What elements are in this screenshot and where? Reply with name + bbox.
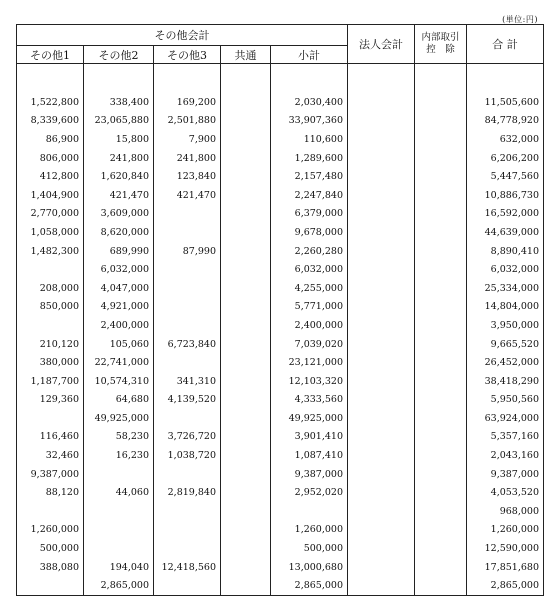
- cell-subtotal: 4,333,560: [271, 391, 348, 410]
- cell-total: 3,950,000: [467, 316, 544, 335]
- cell-other2: [84, 521, 154, 540]
- table-row: [17, 539, 544, 558]
- table-row: [17, 93, 544, 112]
- cell-total: 5,357,160: [467, 428, 544, 447]
- table-row: [17, 130, 544, 149]
- table-row: [17, 465, 544, 484]
- table-row: [17, 428, 544, 447]
- cell-elimination: [415, 428, 467, 447]
- table-row: [17, 335, 544, 354]
- cell-total: 11,505,600: [467, 93, 544, 112]
- cell-total: 10,886,730: [467, 186, 544, 205]
- table-row: [17, 149, 544, 168]
- cell-subtotal: 13,000,680: [271, 558, 348, 577]
- cell-other2: 6,032,000: [84, 260, 154, 279]
- cell-other3: [154, 316, 221, 335]
- cell-common: [221, 428, 271, 447]
- table-row: [17, 446, 544, 465]
- cell-other2: 2,865,000: [84, 576, 154, 595]
- cell-elimination: [415, 539, 467, 558]
- cell-other3: 241,800: [154, 149, 221, 168]
- cell-corporate: [348, 409, 415, 428]
- cell-common: [221, 521, 271, 540]
- cell-subtotal: 1,289,600: [271, 149, 348, 168]
- cell-common: [221, 465, 271, 484]
- cell-subtotal: 23,121,000: [271, 353, 348, 372]
- table-row: [17, 167, 544, 186]
- cell-other1: 129,360: [17, 391, 84, 410]
- cell-total: 2,865,000: [467, 576, 544, 595]
- header-col-other1: その他1: [17, 46, 84, 64]
- cell-corporate: [348, 502, 415, 521]
- header-elimination-line2: 控 除: [426, 44, 455, 55]
- cell-other2: 58,230: [84, 428, 154, 447]
- cell-other1: 1,482,300: [17, 242, 84, 261]
- cell-other3: [154, 205, 221, 224]
- cell-other2: 1,620,840: [84, 167, 154, 186]
- cell-subtotal: 2,030,400: [271, 93, 348, 112]
- cell-common: [221, 372, 271, 391]
- cell-total: 44,639,000: [467, 223, 544, 242]
- cell-other2: 49,925,000: [84, 409, 154, 428]
- cell-total: 17,851,680: [467, 558, 544, 577]
- cell-elimination: [415, 372, 467, 391]
- cell-corporate: [348, 167, 415, 186]
- cell-other1: 500,000: [17, 539, 84, 558]
- table-row: [17, 372, 544, 391]
- cell-other3: 7,900: [154, 130, 221, 149]
- cell-elimination: [415, 279, 467, 298]
- cell-elimination: [415, 335, 467, 354]
- cell-corporate: [348, 391, 415, 410]
- cell-common: [221, 576, 271, 595]
- cell-other3: 1,038,720: [154, 446, 221, 465]
- cell-common: [221, 149, 271, 168]
- cell-other3: [154, 502, 221, 521]
- header-col-common: 共通: [221, 46, 271, 64]
- financial-table: [16, 24, 544, 596]
- cell-other2: [84, 465, 154, 484]
- table-spacer-row: [17, 64, 544, 94]
- cell-total: 5,950,560: [467, 391, 544, 410]
- cell-subtotal: 12,103,320: [271, 372, 348, 391]
- cell-subtotal: 9,678,000: [271, 223, 348, 242]
- cell-other2: [84, 539, 154, 558]
- cell-common: [221, 446, 271, 465]
- cell-other3: 12,418,560: [154, 558, 221, 577]
- table-row: [17, 502, 544, 521]
- cell-other1: 9,387,000: [17, 465, 84, 484]
- cell-subtotal: 3,901,410: [271, 428, 348, 447]
- table-row: [17, 409, 544, 428]
- cell-other1: 32,460: [17, 446, 84, 465]
- cell-other3: 3,726,720: [154, 428, 221, 447]
- cell-corporate: [348, 260, 415, 279]
- cell-common: [221, 167, 271, 186]
- cell-elimination: [415, 167, 467, 186]
- cell-other2: 241,800: [84, 149, 154, 168]
- cell-total: 1,260,000: [467, 521, 544, 540]
- cell-other3: 87,990: [154, 242, 221, 261]
- cell-other2: 3,609,000: [84, 205, 154, 224]
- cell-corporate: [348, 539, 415, 558]
- header-elimination-line1: 内部取引: [421, 32, 460, 43]
- cell-corporate: [348, 205, 415, 224]
- table-row: [17, 112, 544, 131]
- cell-corporate: [348, 242, 415, 261]
- cell-other3: [154, 260, 221, 279]
- cell-corporate: [348, 316, 415, 335]
- cell-elimination: [415, 223, 467, 242]
- cell-common: [221, 242, 271, 261]
- cell-other2: 4,921,000: [84, 298, 154, 317]
- cell-other1: [17, 409, 84, 428]
- table-row: [17, 260, 544, 279]
- cell-total: 9,387,000: [467, 465, 544, 484]
- cell-other1: 850,000: [17, 298, 84, 317]
- header-col-subtotal: 小計: [271, 46, 348, 64]
- header-total: 合 計: [467, 25, 544, 64]
- table-row: [17, 483, 544, 502]
- header-elimination: [415, 25, 467, 64]
- cell-other2: [84, 502, 154, 521]
- cell-other3: [154, 223, 221, 242]
- cell-common: [221, 539, 271, 558]
- cell-other1: 1,522,800: [17, 93, 84, 112]
- cell-subtotal: 7,039,020: [271, 335, 348, 354]
- cell-total: 63,924,000: [467, 409, 544, 428]
- cell-total: 6,206,200: [467, 149, 544, 168]
- table-row: [17, 298, 544, 317]
- cell-common: [221, 223, 271, 242]
- cell-common: [221, 93, 271, 112]
- cell-total: 25,334,000: [467, 279, 544, 298]
- cell-other2: 689,990: [84, 242, 154, 261]
- cell-elimination: [415, 502, 467, 521]
- cell-corporate: [348, 223, 415, 242]
- cell-common: [221, 260, 271, 279]
- cell-other3: 6,723,840: [154, 335, 221, 354]
- cell-corporate: [348, 186, 415, 205]
- cell-corporate: [348, 298, 415, 317]
- cell-subtotal: 6,032,000: [271, 260, 348, 279]
- cell-other1: 1,058,000: [17, 223, 84, 242]
- table-row: [17, 186, 544, 205]
- cell-subtotal: 2,865,000: [271, 576, 348, 595]
- cell-other1: 1,260,000: [17, 521, 84, 540]
- cell-other1: 8,339,600: [17, 112, 84, 131]
- cell-elimination: [415, 130, 467, 149]
- cell-subtotal: 1,087,410: [271, 446, 348, 465]
- table-row: [17, 242, 544, 261]
- cell-other1: 208,000: [17, 279, 84, 298]
- cell-other1: 388,080: [17, 558, 84, 577]
- cell-other3: [154, 576, 221, 595]
- cell-total: 12,590,000: [467, 539, 544, 558]
- table-row: [17, 279, 544, 298]
- cell-common: [221, 353, 271, 372]
- cell-other2: 338,400: [84, 93, 154, 112]
- cell-other1: 1,404,900: [17, 186, 84, 205]
- cell-other1: 88,120: [17, 483, 84, 502]
- cell-elimination: [415, 465, 467, 484]
- cell-other3: [154, 465, 221, 484]
- cell-elimination: [415, 446, 467, 465]
- cell-common: [221, 391, 271, 410]
- cell-corporate: [348, 483, 415, 502]
- cell-elimination: [415, 409, 467, 428]
- cell-subtotal: 49,925,000: [271, 409, 348, 428]
- table-row: [17, 353, 544, 372]
- cell-subtotal: 4,255,000: [271, 279, 348, 298]
- cell-common: [221, 316, 271, 335]
- cell-other3: 169,200: [154, 93, 221, 112]
- cell-subtotal: 500,000: [271, 539, 348, 558]
- table-row: [17, 316, 544, 335]
- cell-other2: 194,040: [84, 558, 154, 577]
- cell-corporate: [348, 372, 415, 391]
- cell-subtotal: 2,400,000: [271, 316, 348, 335]
- cell-subtotal: 9,387,000: [271, 465, 348, 484]
- cell-other3: 341,310: [154, 372, 221, 391]
- cell-other1: [17, 502, 84, 521]
- cell-other3: [154, 353, 221, 372]
- cell-elimination: [415, 316, 467, 335]
- cell-corporate: [348, 279, 415, 298]
- cell-common: [221, 279, 271, 298]
- cell-elimination: [415, 186, 467, 205]
- cell-elimination: [415, 483, 467, 502]
- cell-elimination: [415, 521, 467, 540]
- cell-corporate: [348, 521, 415, 540]
- cell-total: 4,053,520: [467, 483, 544, 502]
- cell-elimination: [415, 93, 467, 112]
- header-other-accounts: その他会計: [17, 25, 348, 46]
- table-row: [17, 223, 544, 242]
- cell-corporate: [348, 335, 415, 354]
- cell-elimination: [415, 205, 467, 224]
- cell-other2: 105,060: [84, 335, 154, 354]
- cell-subtotal: 2,952,020: [271, 483, 348, 502]
- cell-other3: [154, 409, 221, 428]
- cell-total: 16,592,000: [467, 205, 544, 224]
- cell-subtotal: 110,600: [271, 130, 348, 149]
- cell-elimination: [415, 242, 467, 261]
- cell-total: 8,890,410: [467, 242, 544, 261]
- cell-common: [221, 205, 271, 224]
- cell-other2: 8,620,000: [84, 223, 154, 242]
- cell-other1: [17, 576, 84, 595]
- cell-other2: 64,680: [84, 391, 154, 410]
- cell-other2: 23,065,880: [84, 112, 154, 131]
- cell-common: [221, 409, 271, 428]
- cell-total: 2,043,160: [467, 446, 544, 465]
- cell-common: [221, 112, 271, 131]
- cell-common: [221, 298, 271, 317]
- cell-other1: [17, 260, 84, 279]
- unit-label: (単位:円): [502, 15, 538, 24]
- cell-other1: 380,000: [17, 353, 84, 372]
- cell-corporate: [348, 576, 415, 595]
- cell-common: [221, 483, 271, 502]
- table-row: [17, 205, 544, 224]
- cell-total: 84,778,920: [467, 112, 544, 131]
- table-row: [17, 521, 544, 540]
- cell-total: 6,032,000: [467, 260, 544, 279]
- cell-subtotal: 6,379,000: [271, 205, 348, 224]
- cell-elimination: [415, 298, 467, 317]
- table-row: [17, 391, 544, 410]
- cell-elimination: [415, 112, 467, 131]
- cell-other2: 16,230: [84, 446, 154, 465]
- cell-other1: 2,770,000: [17, 205, 84, 224]
- cell-other2: 4,047,000: [84, 279, 154, 298]
- cell-elimination: [415, 391, 467, 410]
- cell-other1: 806,000: [17, 149, 84, 168]
- cell-other3: 4,139,520: [154, 391, 221, 410]
- cell-subtotal: [271, 502, 348, 521]
- cell-subtotal: 2,260,280: [271, 242, 348, 261]
- cell-subtotal: 1,260,000: [271, 521, 348, 540]
- cell-elimination: [415, 353, 467, 372]
- table-row: [17, 576, 544, 595]
- header-corporate: 法人会計: [348, 25, 415, 64]
- cell-total: 632,000: [467, 130, 544, 149]
- cell-other2: 10,574,310: [84, 372, 154, 391]
- cell-total: 968,000: [467, 502, 544, 521]
- cell-corporate: [348, 465, 415, 484]
- cell-other2: 421,470: [84, 186, 154, 205]
- cell-other3: 2,819,840: [154, 483, 221, 502]
- cell-corporate: [348, 112, 415, 131]
- cell-other1: 116,460: [17, 428, 84, 447]
- cell-elimination: [415, 149, 467, 168]
- cell-common: [221, 502, 271, 521]
- cell-other2: 2,400,000: [84, 316, 154, 335]
- cell-total: 38,418,290: [467, 372, 544, 391]
- cell-corporate: [348, 93, 415, 112]
- cell-other1: 1,187,700: [17, 372, 84, 391]
- header-col-other3: その他3: [154, 46, 221, 64]
- table-body: [17, 64, 544, 596]
- cell-common: [221, 186, 271, 205]
- cell-other2: 22,741,000: [84, 353, 154, 372]
- cell-subtotal: 2,247,840: [271, 186, 348, 205]
- cell-elimination: [415, 576, 467, 595]
- cell-other1: 412,800: [17, 167, 84, 186]
- cell-other2: 44,060: [84, 483, 154, 502]
- cell-other1: 210,120: [17, 335, 84, 354]
- cell-elimination: [415, 260, 467, 279]
- cell-other3: [154, 298, 221, 317]
- cell-corporate: [348, 428, 415, 447]
- cell-common: [221, 130, 271, 149]
- cell-total: 26,452,000: [467, 353, 544, 372]
- cell-other3: [154, 279, 221, 298]
- cell-other1: 86,900: [17, 130, 84, 149]
- cell-total: 14,804,000: [467, 298, 544, 317]
- cell-other3: 2,501,880: [154, 112, 221, 131]
- cell-subtotal: 5,771,000: [271, 298, 348, 317]
- cell-total: 5,447,560: [467, 167, 544, 186]
- cell-other3: 123,840: [154, 167, 221, 186]
- cell-other1: [17, 316, 84, 335]
- cell-other3: [154, 539, 221, 558]
- cell-corporate: [348, 446, 415, 465]
- cell-other3: [154, 521, 221, 540]
- cell-corporate: [348, 353, 415, 372]
- cell-other2: 15,800: [84, 130, 154, 149]
- cell-other3: 421,470: [154, 186, 221, 205]
- cell-total: 9,665,520: [467, 335, 544, 354]
- cell-subtotal: 2,157,480: [271, 167, 348, 186]
- header-col-other2: その他2: [84, 46, 154, 64]
- cell-corporate: [348, 149, 415, 168]
- cell-subtotal: 33,907,360: [271, 112, 348, 131]
- cell-corporate: [348, 130, 415, 149]
- cell-common: [221, 335, 271, 354]
